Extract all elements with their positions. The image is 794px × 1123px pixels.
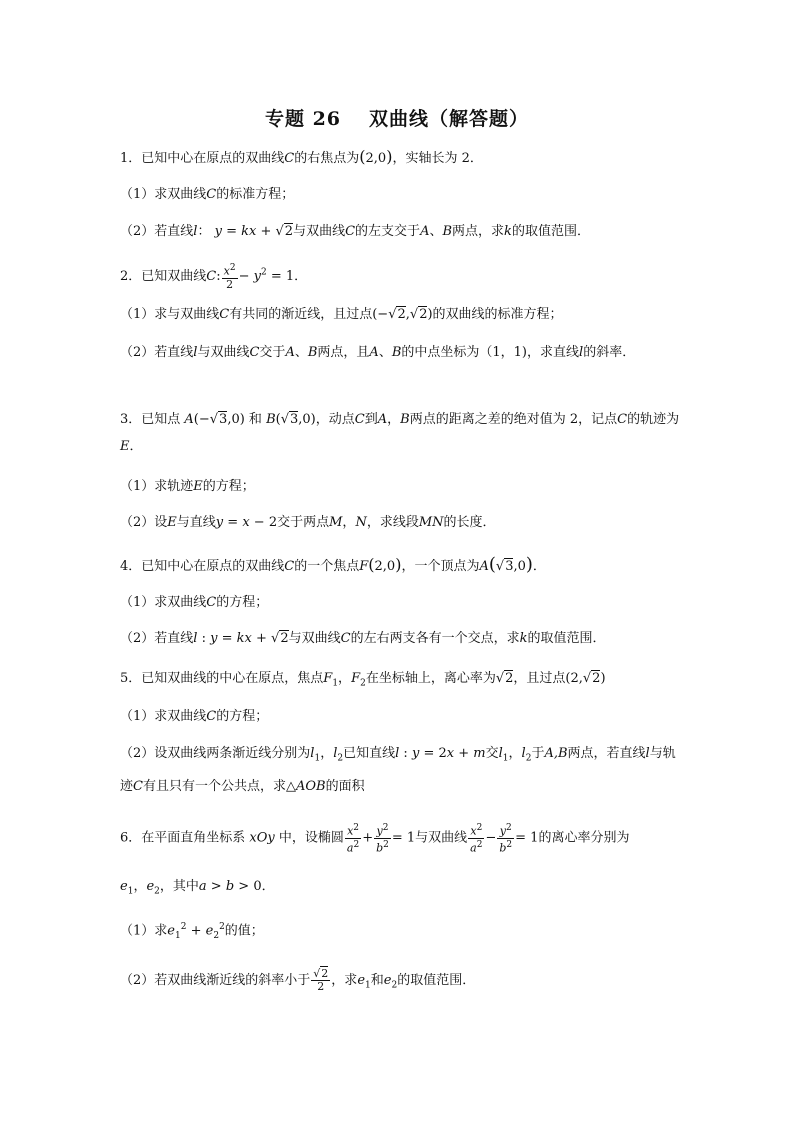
problem-3-part-2: （2）设E与直线y = x − 2交于两点M，N，求线段MN的长度． <box>120 515 496 530</box>
title-name: 双曲线（解答题） <box>369 108 530 130</box>
problem-4-stem: 4．已知中心在原点的双曲线C的一个焦点F(2,0)，一个顶点为A(√3,0)． <box>120 554 546 575</box>
problem-2-part-2: （2）若直线l与双曲线C交于A、B两点，且A、B的中点坐标为（1，1)，求直线l的斜率． <box>120 345 636 360</box>
page-title <box>0 104 794 131</box>
problem-4-part-1: （1）求双曲线C的方程； <box>120 595 269 610</box>
problem-6-stem: 6．在平面直角坐标系 xOy 中，设椭圆 $\frac{x^2}{a^2}$ + $\frac{y^2}{b^2}$ = 1与双曲线 $\frac{x^2}{a^2}$ − $\frac{y^2}{b^2}$ = 1的离心率分别为 <box>120 823 630 855</box>
title-topic: 专题 26 <box>264 108 342 130</box>
problem-6-part-2: （2）若双曲线渐近线的斜率小于 $\frac{√2}{2}$ ，求$e_1$和$e_2$的取值范围． <box>120 967 476 993</box>
problem-2-part-1: （1）求与双曲线C有共同的渐近线，且过点(−√2,√2)的双曲线的标准方程； <box>120 307 563 322</box>
problem-2-stem: 2．已知双曲线C: $\frac{x^2}{2}$ − $y^2 = 1$． <box>120 263 308 291</box>
problem-4-part-2: （2）若直线l : y = kx + √2与双曲线C的左右两支各有一个交点，求k的取值范围． <box>120 631 606 646</box>
problem-1-stem: 1．已知中心在原点的双曲线C的右焦点为(2,0)，实轴长为 2． <box>120 147 483 166</box>
problem-5-part-1: （1）求双曲线C的方程； <box>120 709 269 724</box>
problem-3-stem: 3．已知点 A(−√3,0) 和 B(√3,0)，动点C到A，B两点的距离之差的绝对值为 2，记点C的轨迹为E． <box>120 412 680 454</box>
problem-1-part-2: （2）若直线l： y = kx + √2与双曲线C的左支交于A、B两点，求k的取值范围． <box>120 224 590 239</box>
problem-6-part-1: （1）求$e_1^2 + e_2^2$的值； <box>120 922 264 941</box>
problem-1-part-1: （1）求双曲线C的标准方程； <box>120 187 295 202</box>
problem-5-stem: 5．已知双曲线的中心在原点，焦点$F_1$，$F_2$在坐标轴上，离心率为√2，且过点(2,√2) <box>120 671 606 689</box>
problem-6-stem-cont: $e_1$，$e_2$，其中a > b > 0． <box>120 879 275 897</box>
problem-5-part-2: （2）设双曲线两条渐近线分别为$l_1$，$l_2$已知直线l : y = 2x + m交$l_1$，$l_2$于A,B两点，若直线l与轨迹C有且只有一个公共点，求△AOB的面积 <box>120 746 676 794</box>
problem-3-part-1: （1）求轨迹E的方程； <box>120 479 255 494</box>
